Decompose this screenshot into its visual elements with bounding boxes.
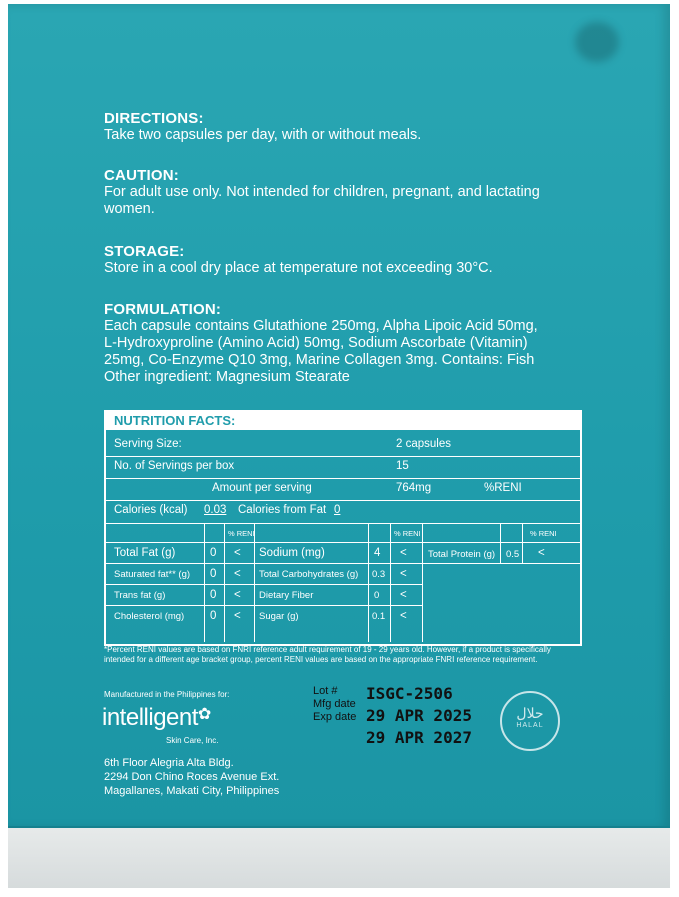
serving-size-value: 2 capsules	[396, 438, 451, 450]
divider	[106, 478, 580, 479]
caution-section	[104, 167, 604, 218]
protein-value: 0.5	[506, 549, 520, 560]
formulation-line-2: L-Hydroxyproline (Amino Acid) 50mg, Sodium Ascorbate (Vitamin)	[104, 335, 528, 351]
calories-from-fat-label: Calories from Fat	[238, 504, 327, 516]
nutrient-label: Dietary Fiber	[259, 590, 314, 601]
nutrient-value: 0.1	[372, 611, 386, 622]
nutrient-reni: <	[234, 610, 241, 622]
divider	[106, 500, 580, 501]
mfg-date: 29 APR 2025	[366, 706, 472, 725]
nutrient-reni: <	[234, 589, 241, 601]
nutrient-reni: <	[400, 589, 407, 601]
nutrient-value: 0.3	[372, 569, 386, 580]
divider	[106, 605, 422, 606]
reni-label: %RENI	[484, 482, 522, 494]
calories-value: 0.03	[204, 504, 227, 516]
manufacturer-address	[104, 756, 279, 798]
grid-line	[254, 523, 255, 642]
nutrient-value: 0	[374, 590, 380, 601]
caution-heading: CAUTION:	[104, 167, 179, 184]
directions-heading: DIRECTIONS:	[104, 110, 204, 127]
formulation-line-4: Other ingredient: Magnesium Stearate	[104, 369, 350, 385]
nutrient-label: Total Carbohydrates (g)	[259, 569, 359, 580]
amount-per-serving-value: 764mg	[396, 482, 432, 494]
lot-labels	[313, 685, 356, 724]
divider	[106, 456, 580, 457]
grid-line	[422, 523, 423, 642]
nutrient-reni: <	[234, 568, 241, 580]
amount-per-serving-label: Amount per serving	[212, 482, 312, 494]
formulation-heading: FORMULATION:	[104, 301, 222, 318]
flower-icon: ✿	[197, 706, 211, 723]
protein-label: Total Protein (g)	[428, 549, 496, 560]
mfg-date-label: Mfg date	[313, 698, 356, 710]
divider	[106, 563, 580, 564]
formulation-section	[104, 301, 604, 386]
shadow-spot	[575, 22, 619, 62]
grid-line	[204, 523, 205, 642]
calories-from-fat-value: 0	[334, 504, 341, 516]
exp-date: 29 APR 2027	[366, 728, 472, 747]
grid-line	[500, 523, 501, 563]
nutrient-label: Saturated fat** (g)	[114, 569, 191, 580]
grid-line	[390, 523, 391, 642]
nutrient-label: Sodium (mg)	[259, 547, 325, 559]
formulation-line-1: Each capsule contains Glutathione 250mg, Alpha Lipoic Acid 50mg,	[104, 318, 538, 334]
nutrient-value: 0	[210, 568, 217, 580]
pct-reni-header: % RENI	[228, 529, 255, 538]
grid-line	[522, 523, 523, 563]
calories-label: Calories (kcal)	[114, 504, 188, 516]
formulation-line-3: 25mg, Co-Enzyme Q10 3mg, Marine Collagen 3mg. Contains: Fish	[104, 352, 535, 368]
nutrition-facts-table	[104, 410, 582, 646]
nutrient-value: 0	[210, 610, 217, 622]
nutrient-label: Trans fat (g)	[114, 590, 166, 601]
nutrient-reni: <	[234, 547, 241, 559]
pct-reni-header: % RENI	[530, 529, 557, 538]
grid-line	[224, 523, 225, 642]
nutrient-label: Sugar (g)	[259, 611, 299, 622]
directions-text: Take two capsules per day, with or without meals.	[104, 127, 422, 143]
lot-number: ISGC-2506	[366, 684, 453, 703]
lot-label: Lot #	[313, 685, 338, 697]
brand-name: intelligent	[102, 704, 198, 731]
caution-line-2: women.	[104, 201, 155, 217]
directions-section	[104, 110, 604, 144]
nutrient-label: Cholesterol (mg)	[114, 611, 185, 622]
nutrient-value: 0	[210, 589, 217, 601]
servings-label: No. of Servings per box	[114, 460, 235, 472]
storage-heading: STORAGE:	[104, 243, 185, 260]
pct-reni-header: % RENI	[394, 529, 421, 538]
address-line: 2294 Don Chino Roces Avenue Ext.	[104, 771, 280, 783]
box-bottom-panel	[8, 828, 670, 888]
nutrient-value: 0	[210, 547, 217, 559]
storage-section	[104, 243, 604, 277]
nutrient-reni: <	[400, 547, 407, 559]
reni-footnote: *Percent RENI values are based on FNRI reference adult requirement of 19 - 29 years old. However, if a product is specifically intended for a different age bracket group, percent RENI values are based on the appropriate FNRI reference requirement.	[104, 645, 551, 664]
brand-subtitle: Skin Care, Inc.	[166, 736, 219, 745]
brand-logo	[102, 704, 211, 732]
storage-text: Store in a cool dry place at temperature not exceeding 30°C.	[104, 260, 493, 276]
halal-seal	[500, 691, 560, 751]
manufactured-for-label: Manufactured in the Philippines for:	[104, 690, 230, 699]
divider	[106, 542, 580, 543]
servings-value: 15	[396, 460, 409, 472]
address-line: 6th Floor Alegria Alta Bldg.	[104, 757, 234, 769]
nutrient-reni: <	[400, 610, 407, 622]
lot-values	[366, 683, 472, 749]
divider	[106, 523, 580, 524]
serving-size-label: Serving Size:	[114, 438, 182, 450]
exp-date-label: Exp date	[313, 711, 357, 723]
nutrient-reni: <	[400, 568, 407, 580]
nutrition-facts-heading: NUTRITION FACTS:	[106, 412, 580, 430]
grid-line	[368, 523, 369, 642]
divider	[106, 584, 422, 585]
halal-arabic: حلال	[516, 705, 544, 721]
protein-reni: <	[538, 547, 545, 559]
halal-text: HALAL	[516, 722, 544, 729]
nutrient-label: Total Fat (g)	[114, 547, 176, 559]
address-line: Magallanes, Makati City, Philippines	[104, 785, 280, 797]
nutrient-value: 4	[374, 547, 381, 559]
caution-line-1: For adult use only. Not intended for children, pregnant, and lactating	[104, 184, 540, 200]
